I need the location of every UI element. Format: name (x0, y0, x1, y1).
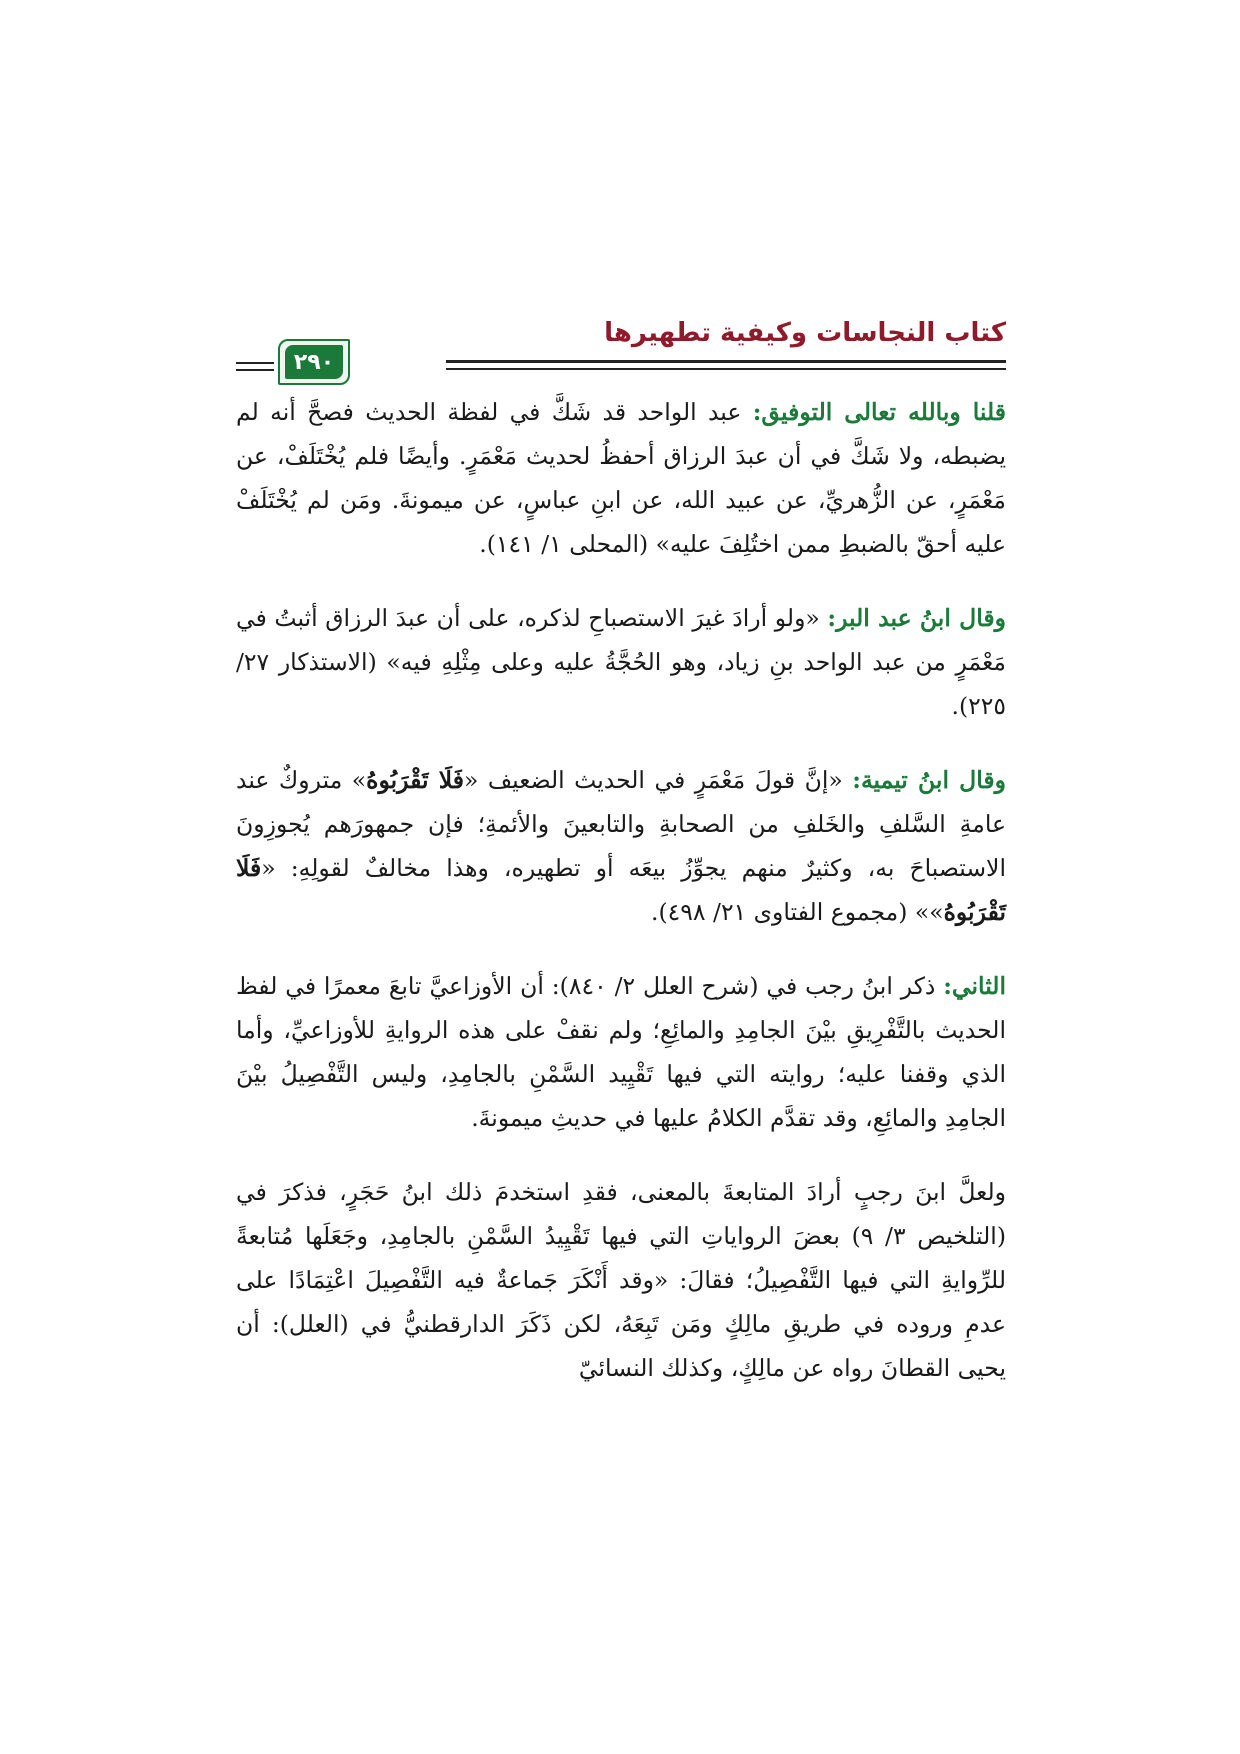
paragraph-4 (236, 964, 1006, 1140)
paragraph-3-lead: وقال ابنُ تيمية: (852, 766, 1006, 794)
paragraph-3-text-b: » متروكٌ عند عامةِ السَّلفِ والخَلفِ من الصحابةِ والتابعينَ والأئمةِ؛ فإن جمهورَهم يُجوزِونَ الاستصباحَ به، وكثيرٌ منهم يجوِّزُ بيعَه أو تطهيره، وهذا مخالفٌ لقولِهِ: « (236, 766, 1006, 882)
paragraph-2 (236, 596, 1006, 728)
page-number-badge (278, 339, 350, 385)
header-rule-top (446, 360, 1006, 363)
paragraph-2-text: «ولو أرادَ غيرَ الاستصباحِ لذكره، على أن عبدَ الرزاق أثبتُ في مَعْمَرٍ من عبد الواحد بنِ زياد، وهو الحُجَّةُ عليه وعلى مِثْلِهِ فيه» (الاستذكار ٢٧/ ٢٢٥). (236, 604, 1006, 720)
header-rule-left-top (236, 362, 274, 364)
paragraph-4-lead: الثاني: (943, 972, 1006, 1000)
paragraph-5-text: ولعلَّ ابنَ رجبٍ أرادَ المتابعةَ بالمعنى، فقدِ استخدمَ ذلك ابنُ حَجَرٍ، فذكرَ في (التلخيص ٣/ ٩) بعضَ الرواياتِ التي فيها تَقْيِيدُ السَّمْنِ بالجامِدِ، وجَعَلَها مُتابعةً للرِّوايةِ التي فيها التَّفْصِيلُ؛ فقالَ: «وقد أَنْكَرَ جَماعةٌ فيه التَّفْصِيلَ اعْتِمَادًا على عدمِ وروده في طريقِ مالِكٍ ومَن تَبِعَهُ، لكن ذَكَرَ الدارقطنيُّ في (العلل): أن يحيى القطانَ رواه عن مالِكٍ، وكذلك النسائيّ (236, 1178, 1007, 1382)
paragraph-3-text-a: «إنَّ قولَ مَعْمَرٍ في الحديث الضعيف « (464, 766, 853, 794)
paragraph-1-lead: قلنا وبالله تعالى التوفيق: (752, 398, 1007, 426)
hadith-quote-1: فَلَا تَقْرَبُوهُ (366, 766, 464, 794)
header-rule-bottom (446, 368, 1006, 370)
page-header (236, 318, 1006, 390)
hadith-quote-2: فَلَا تَقْرَبُوهُ (236, 854, 1006, 926)
page-body (236, 390, 1006, 1420)
paragraph-3 (236, 758, 1006, 934)
page-number: ٢٩٠ (285, 345, 343, 379)
paragraph-1 (236, 390, 1006, 566)
paragraph-4-text: ذكر ابنُ رجب في (شرح العلل ٢/ ٨٤٠): أن الأوزاعيَّ تابعَ معمرًا في لفظ الحديث بالتَّفْرِيقِ بيْنَ الجامِدِ والمائِعِ؛ ولم نقفْ على هذه الروايةِ للأوزاعيِّ، وأما الذي وقفنا عليه؛ روايته التي فيها تَقْيِيد السَّمْنِ بالجامِدِ، وليس التَّفْصِيلُ بيْنَ الجامِدِ والمائِعِ، وقد تقدَّم الكلامُ عليها في حديثِ ميمونةَ. (236, 972, 1006, 1132)
paragraph-2-lead: وقال ابنُ عبد البر: (827, 604, 1006, 632)
book-title: كتاب النجاسات وكيفية تطهيرها (604, 318, 1006, 348)
paragraph-3-text-c: »» (مجموع الفتاوى ٢١/ ٤٩٨). (651, 898, 944, 926)
header-rule-left-bottom (236, 369, 274, 371)
paragraph-1-text: عبد الواحد قد شَكَّ في لفظة الحديث فصحَّ أنه لم يضبطه، ولا شَكَّ في أن عبدَ الرزاق أحفظُ لحديث مَعْمَرٍ. وأيضًا فلم يُخْتَلَفْ، عن مَعْمَرٍ، عن الزُّهريِّ، عن عبيد الله، عن ابنِ عباسٍ، عن ميمونةَ. ومَن لم يُخْتَلَفْ عليه أحقّ بالضبطِ ممن اختُلِفَ عليه» (المحلى ١/ ١٤١). (236, 398, 1006, 558)
paragraph-5 (236, 1170, 1006, 1390)
